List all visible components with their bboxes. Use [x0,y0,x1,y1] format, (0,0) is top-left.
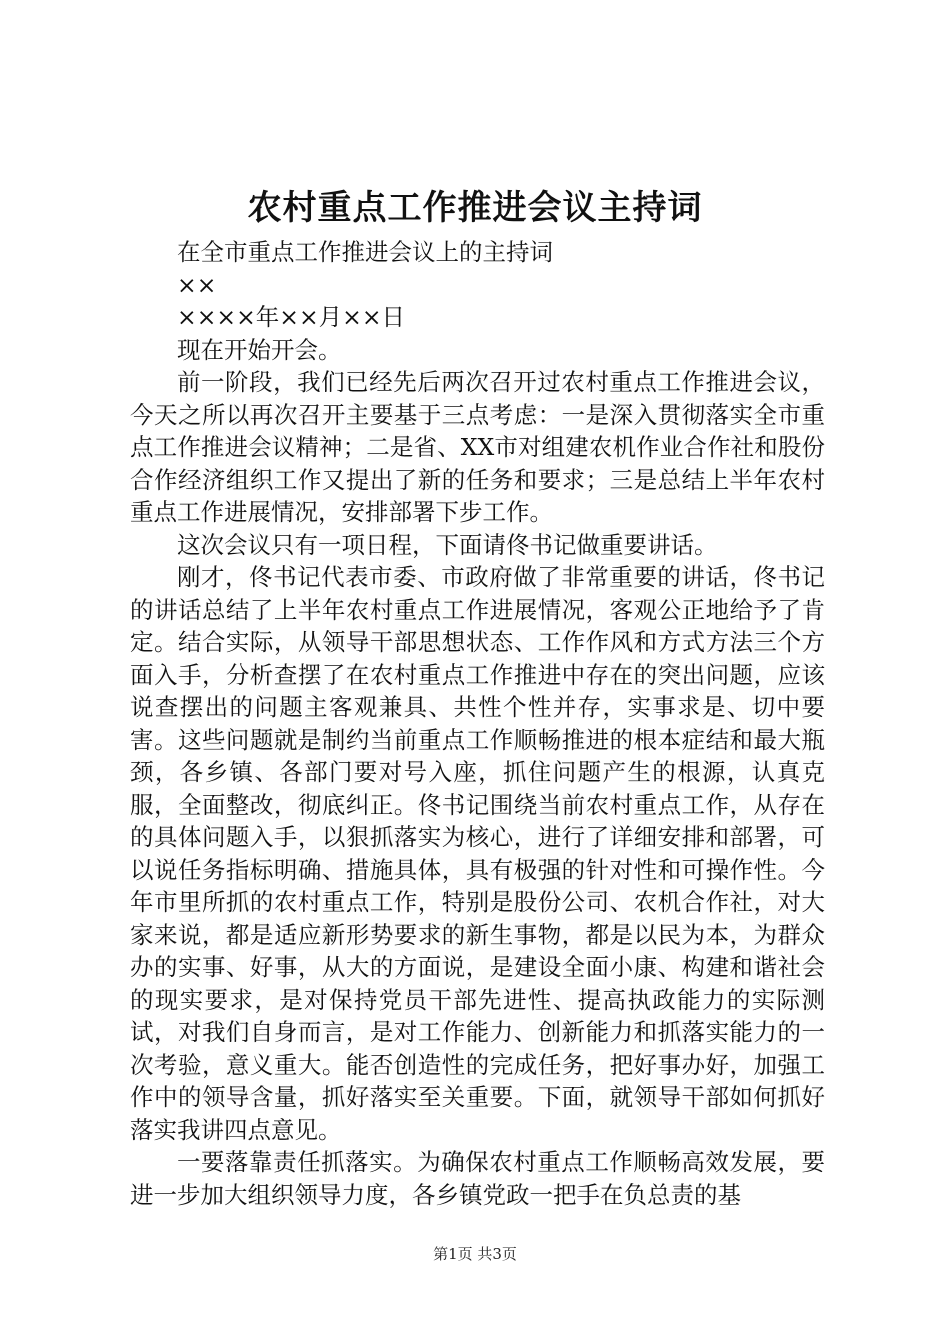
body-paragraph: 前一阶段，我们已经先后两次召开过农村重点工作推进会议，今天之所以再次召开主要基于三点考虑：一是深入贯彻落实全市重点工作推进会议精神；二是省、XX市对组建农机作业合作社和股份合作经济组织工作又提出了新的任务和要求；三是总结上半年农村重点工作进展情况，安排部署下步工作。 [130,368,825,526]
document-title: 农村重点工作推进会议主持词 [247,188,703,228]
body-paragraph: 一要落靠责任抓落实。为确保农村重点工作顺畅高效发展，要进一步加大组织领导力度，各乡镇党政一把手在负总责的基 [130,1148,825,1209]
body-paragraph: 现在开始开会。 [177,335,342,364]
body-paragraph: 这次会议只有一项日程，下面请佟书记做重要讲话。 [177,530,718,559]
document-body [130,236,825,1211]
speaker-placeholder: ×× [177,270,217,299]
page-footer: 第1页 共3页 [433,1245,517,1263]
subtitle-paragraph: 在全市重点工作推进会议上的主持词 [177,238,553,266]
body-paragraph: 刚才，佟书记代表市委、市政府做了非常重要的讲话，佟书记的讲话总结了上半年农村重点工作进展情况，客观公正地给予了肯定。结合实际，从领导干部思想状态、工作作风和方式方法三个方面入手，分析查摆了在农村重点工作推进中存在的突出问题，应该说查摆出的问题主客观兼具、共性个性并存，实事求是、切中要害。这些问题就是制约当前重点工作顺畅推进的根本症结和最大瓶颈，各乡镇、各部门要对号入座，抓住问题产生的根源，认真克服，全面整改，彻底纠正。佟书记围绕当前农村重点工作，从存在的具体问题入手，以狠抓落实为核心，进行了详细安排和部署，可以说任务指标明确、措施具体，具有极强的针对性和可操作性。今年市里所抓的农村重点工作，特别是股份公司、农机合作社，对大家来说，都是适应新形势要求的新生事物，都是以民为本，为群众办的实事、好事，从大的方面说，是建设全面小康、构建和谐社会的现实要求，是对保持党员干部先进性、提高执政能力的实际测试，对我们自身而言，是对工作能力、创新能力和抓落实能力的一次考验，意义重大。能否创造性的完成任务，把好事办好，加强工作中的领导含量，抓好落实至关重要。下面，就领导干部如何抓好落实我讲四点意见。 [130,563,825,1144]
date-line: ××××年××月××日 [177,303,406,331]
